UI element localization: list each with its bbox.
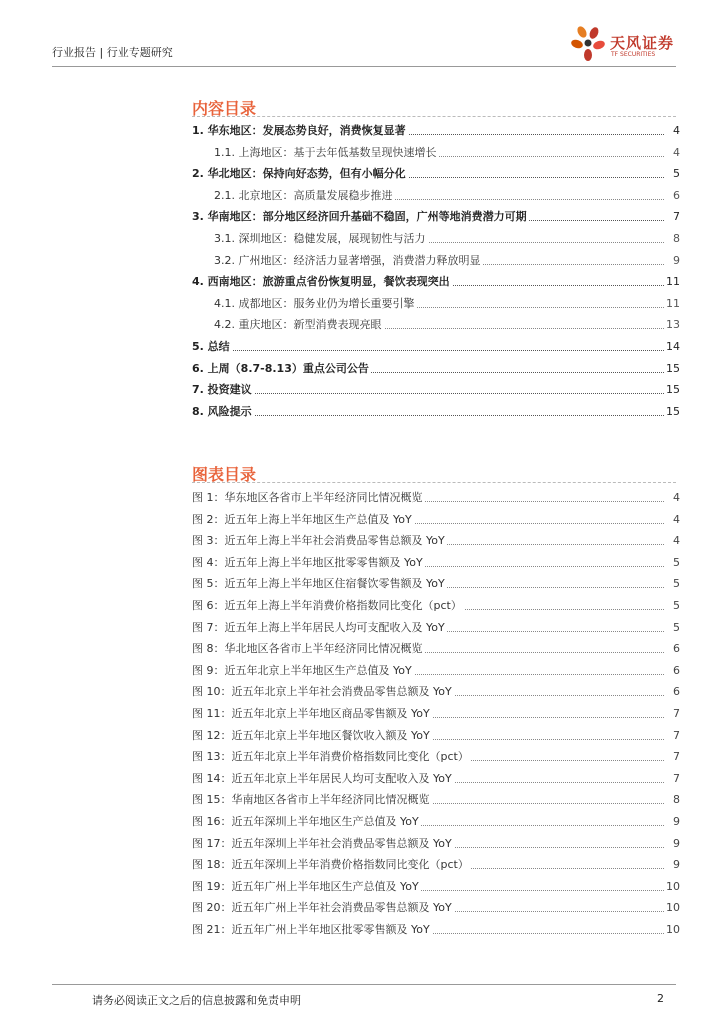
- entry-label: 图 19：近五年广州上半年地区生产总值及 YoY: [192, 879, 419, 893]
- figure-entry[interactable]: [0, 555, 724, 575]
- toc-entry[interactable]: [0, 382, 724, 402]
- page-number: 2: [657, 992, 664, 1005]
- entry-page-number: 5: [673, 577, 680, 591]
- entry-page-number: 7: [673, 707, 680, 720]
- entry-label: 图 3：近五年上海上半年社会消费品零售总额及 YoY: [192, 534, 445, 548]
- entry-label: 图 7：近五年上海上半年居民人均可支配收入及 YoY: [192, 620, 445, 634]
- entry-label: 图 9：近五年北京上半年地区生产总值及 YoY: [192, 663, 412, 677]
- figure-entry[interactable]: [0, 641, 724, 661]
- entry-label: 6. 上周（8.7-8.13）重点公司公告: [192, 361, 369, 375]
- figure-entry[interactable]: [0, 490, 724, 510]
- entry-page-number: 9: [673, 836, 680, 850]
- figure-entry[interactable]: [0, 512, 724, 532]
- entry-page-number: 9: [673, 253, 680, 267]
- entry-label: 图 4：近五年上海上半年地区批零零售额及 YoY: [192, 555, 423, 569]
- figure-entry[interactable]: [0, 792, 724, 812]
- entry-page-number: 7: [673, 750, 680, 764]
- entry-label: 3. 华南地区：部分地区经济回升基础不稳固，广州等地消费潜力可期: [192, 210, 527, 224]
- entry-label: 3.2. 广州地区：经济活力显著增强，消费潜力释放明显: [214, 253, 481, 267]
- entry-page-number: 14: [666, 340, 680, 353]
- entry-label: 图 5：近五年上海上半年地区住宿餐饮零售额及 YoY: [192, 577, 445, 591]
- entry-label: 5. 总结: [192, 340, 230, 353]
- entry-page-number: 9: [673, 858, 680, 872]
- entry-label: 图 14：近五年北京上半年居民人均可支配收入及 YoY: [192, 771, 452, 785]
- figure-entry[interactable]: [0, 879, 724, 899]
- entry-page-number: 15: [666, 383, 680, 397]
- entry-page-number: 13: [666, 318, 680, 332]
- figure-entry[interactable]: [0, 771, 724, 791]
- entry-page-number: 4: [673, 534, 680, 548]
- entry-label: 图 11：近五年北京上半年地区商品零售额及 YoY: [192, 707, 430, 720]
- entry-page-number: 6: [673, 663, 680, 677]
- entry-page-number: 4: [673, 491, 680, 504]
- entry-page-number: 15: [666, 361, 680, 375]
- entry-page-number: 10: [666, 923, 680, 936]
- entry-label: 1.1. 上海地区：基于去年低基数呈现快速增长: [214, 145, 437, 159]
- entry-label: 图 10：近五年北京上半年社会消费品零售总额及 YoY: [192, 685, 452, 699]
- entry-label: 图 16：近五年深圳上半年地区生产总值及 YoY: [192, 815, 419, 828]
- footer-disclaimer: 请务必阅读正文之后的信息披露和免责申明: [92, 994, 301, 1007]
- entry-label: 2. 华北地区：保持向好态势，但有小幅分化: [192, 167, 406, 181]
- entry-label: 图 2：近五年上海上半年地区生产总值及 YoY: [192, 512, 412, 526]
- entry-label: 4. 西南地区：旅游重点省份恢复明显，餐饮表现突出: [192, 275, 450, 289]
- entry-label: 图 8：华北地区各省市上半年经济同比情况概览: [192, 642, 423, 656]
- entry-page-number: 8: [673, 232, 680, 245]
- header-divider: [52, 66, 676, 67]
- brand-subtitle: TF SECURITIES: [611, 51, 656, 58]
- entry-label: 图 6：近五年上海上半年消费价格指数同比变化（pct）: [192, 599, 462, 612]
- entry-label: 2.1. 北京地区：高质量发展稳步推进: [214, 188, 393, 202]
- entry-label: 图 15：华南地区各省市上半年经济同比情况概览: [192, 793, 430, 807]
- toc-entry[interactable]: [0, 231, 724, 251]
- figure-entry[interactable]: [0, 706, 724, 726]
- toc-entry[interactable]: [0, 253, 724, 273]
- entry-label: 4.2. 重庆地区：新型消费表现亮眼: [214, 318, 382, 332]
- brand-name: 天风证券: [610, 34, 675, 52]
- figure-entry[interactable]: [0, 857, 724, 877]
- entry-label: 7. 投资建议: [192, 383, 252, 397]
- figure-entry[interactable]: [0, 533, 724, 553]
- entry-page-number: 4: [673, 124, 680, 137]
- brand-logo: [570, 24, 682, 64]
- figure-entry[interactable]: [0, 922, 724, 942]
- tf-flower-logo-icon: [570, 24, 608, 64]
- toc-entry[interactable]: [0, 209, 724, 229]
- entry-page-number: 9: [673, 815, 680, 828]
- entry-page-number: 6: [673, 685, 680, 699]
- entry-label: 图 17：近五年深圳上半年社会消费品零售总额及 YoY: [192, 836, 452, 850]
- figure-entry[interactable]: [0, 663, 724, 683]
- figure-entry[interactable]: [0, 598, 724, 618]
- figure-entry[interactable]: [0, 728, 724, 748]
- figure-entry[interactable]: [0, 684, 724, 704]
- entry-page-number: 5: [673, 599, 680, 612]
- entry-page-number: 6: [673, 188, 680, 202]
- toc-entry[interactable]: [0, 296, 724, 316]
- entry-page-number: 5: [673, 620, 680, 634]
- entry-page-number: 5: [673, 167, 680, 181]
- entry-page-number: 8: [673, 793, 680, 807]
- header-category: 行业报告 | 行业专题研究: [52, 46, 173, 59]
- figures-title: 图表目录: [192, 465, 257, 484]
- entry-page-number: 15: [666, 404, 680, 418]
- entry-label: 图 13：近五年北京上半年消费价格指数同比变化（pct）: [192, 750, 469, 764]
- figure-entry[interactable]: [0, 576, 724, 596]
- entry-page-number: 11: [666, 296, 680, 310]
- entry-page-number: 4: [673, 512, 680, 526]
- entry-page-number: 10: [666, 901, 680, 915]
- entry-page-number: 6: [673, 642, 680, 656]
- toc-entry[interactable]: [0, 339, 724, 359]
- entry-label: 图 21：近五年广州上半年地区批零零售额及 YoY: [192, 923, 430, 936]
- entry-label: 8. 风险提示: [192, 404, 252, 418]
- footer-divider: [52, 984, 676, 985]
- entry-page-number: 7: [673, 771, 680, 785]
- toc-entry[interactable]: [0, 317, 724, 337]
- toc-entry[interactable]: [0, 166, 724, 186]
- entry-label: 图 1：华东地区各省市上半年经济同比情况概览: [192, 491, 423, 504]
- figures-title-rule: [192, 482, 676, 483]
- entry-page-number: 7: [673, 210, 680, 224]
- figure-entry[interactable]: [0, 836, 724, 856]
- toc-entry[interactable]: [0, 361, 724, 381]
- figure-entry[interactable]: [0, 814, 724, 834]
- toc-entry[interactable]: [0, 274, 724, 294]
- dot-leader: [196, 415, 664, 416]
- entry-label: 4.1. 成都地区：服务业仍为增长重要引擎: [214, 296, 415, 310]
- toc-entry[interactable]: [0, 123, 724, 143]
- toc-entry[interactable]: [0, 404, 724, 424]
- entry-page-number: 7: [673, 728, 680, 742]
- figure-entry[interactable]: [0, 749, 724, 769]
- entry-label: 3.1. 深圳地区：稳健发展，展现韧性与活力: [214, 232, 426, 245]
- dot-leader: [196, 350, 664, 351]
- entry-page-number: 11: [666, 275, 680, 289]
- entry-page-number: 10: [666, 879, 680, 893]
- toc-title-rule: [192, 116, 676, 117]
- entry-page-number: 4: [673, 145, 680, 159]
- entry-label: 图 12：近五年北京上半年地区餐饮收入额及 YoY: [192, 728, 430, 742]
- entry-page-number: 5: [673, 555, 680, 569]
- entry-label: 1. 华东地区：发展态势良好，消费恢复显著: [192, 124, 406, 137]
- toc-title: 内容目录: [192, 99, 257, 118]
- toc-entry[interactable]: [0, 188, 724, 208]
- figure-entry[interactable]: [0, 900, 724, 920]
- dot-leader: [196, 393, 664, 394]
- entry-label: 图 20：近五年广州上半年社会消费品零售总额及 YoY: [192, 901, 452, 915]
- toc-entry[interactable]: [0, 145, 724, 165]
- figure-entry[interactable]: [0, 620, 724, 640]
- entry-label: 图 18：近五年深圳上半年消费价格指数同比变化（pct）: [192, 858, 469, 872]
